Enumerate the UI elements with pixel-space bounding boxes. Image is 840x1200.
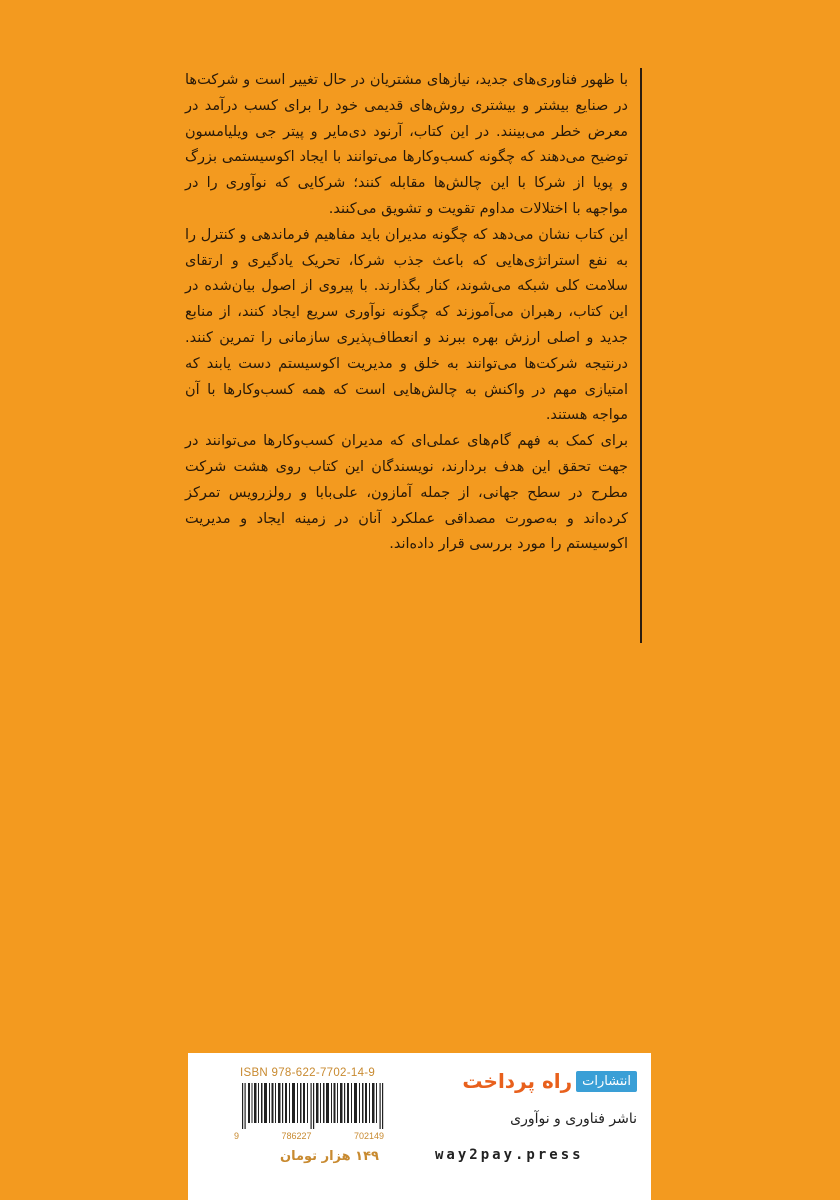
cover-footer: [188, 1053, 651, 1200]
price-label: ۱۴۹ هزار تومان: [280, 1149, 379, 1164]
barcode-digit-group: 702149: [353, 1131, 384, 1141]
barcode-panel: [232, 1067, 412, 1197]
publisher-logo: [462, 1067, 637, 1095]
isbn-number: ISBN 978-622-7702-14-9: [240, 1067, 376, 1079]
barcode-digit-group: 786227: [281, 1131, 312, 1141]
blurb-paragraph-2: این کتاب نشان می‌دهد که چگونه مدیران باید مفاهیم فرماندهی و کنترل را به نفع استراتژی‌هایی که باعث جذب شرکا، تحریک یادگیری و ارتقای سلامت کلی شبکه می‌شوند، کنار بگذارند. با پیروی از اصول بیان‌شده در این کتاب، رهبران می‌آموزند که چگونه نوآوری سریع ایجاد کنند، از منابع جدید و اصلی ارزش بهره ببرند و انعطاف‌پذیری سازمانی را تمرین کنند. درنتیجه شرکت‌ها می‌توانند به خلق و مدیریت اکوسیستم دست یابند که امتیازی مهم در واکنش به چالش‌هایی است که همه کسب‌وکارها با آن مواجه هستند.: [185, 226, 628, 424]
barcode-digits: [234, 1131, 384, 1141]
publisher-panel: [421, 1053, 651, 1200]
blurb-paragraph-1: با ظهور فناوری‌های جدید، نیازهای مشتریان در حال تغییر است و شرکت‌ها در صنایع بیشتر و بیشتری روش‌های قدیمی خود را برای کسب درآمد در معرض خطر می‌بینند. در این کتاب، آرنود دی‌مایر و پیتر جی ویلیامسون توضیح می‌دهند که چگونه کسب‌وکارها می‌توانند با ایجاد اکوسیستمی بزرگ و پویا از شرکا با این چالش‌ها مقابله کنند؛ شرکایی که نوآوری را در مواجهه با اختلالات مداوم تقویت و تشویق می‌کنند.: [185, 72, 628, 217]
publisher-website: way2pay.press: [435, 1147, 584, 1163]
publisher-tagline: ناشر فناوری و نوآوری: [510, 1111, 637, 1127]
publisher-name: راه پرداخت: [462, 1069, 573, 1093]
publisher-badge: انتشارات: [576, 1071, 637, 1092]
barcode-digit-group: 9: [234, 1131, 240, 1141]
back-cover-blurb: [185, 68, 642, 643]
barcode-image: [240, 1083, 385, 1129]
blurb-paragraph-3: برای کمک به فهم گام‌های عملی‌ای که مدیران کسب‌وکارها می‌توانند در جهت تحقق این هدف بردارند، نویسندگان این کتاب روی هشت شرکت مطرح در سطح جهانی، از جمله آمازون، علی‌بابا و رولزرویس تمرکز کرده‌اند و به‌صورت مصداقی عملکرد آنان در زمینه ایجاد و مدیریت اکوسیستم را مورد بررسی قرار داده‌اند.: [185, 433, 628, 553]
